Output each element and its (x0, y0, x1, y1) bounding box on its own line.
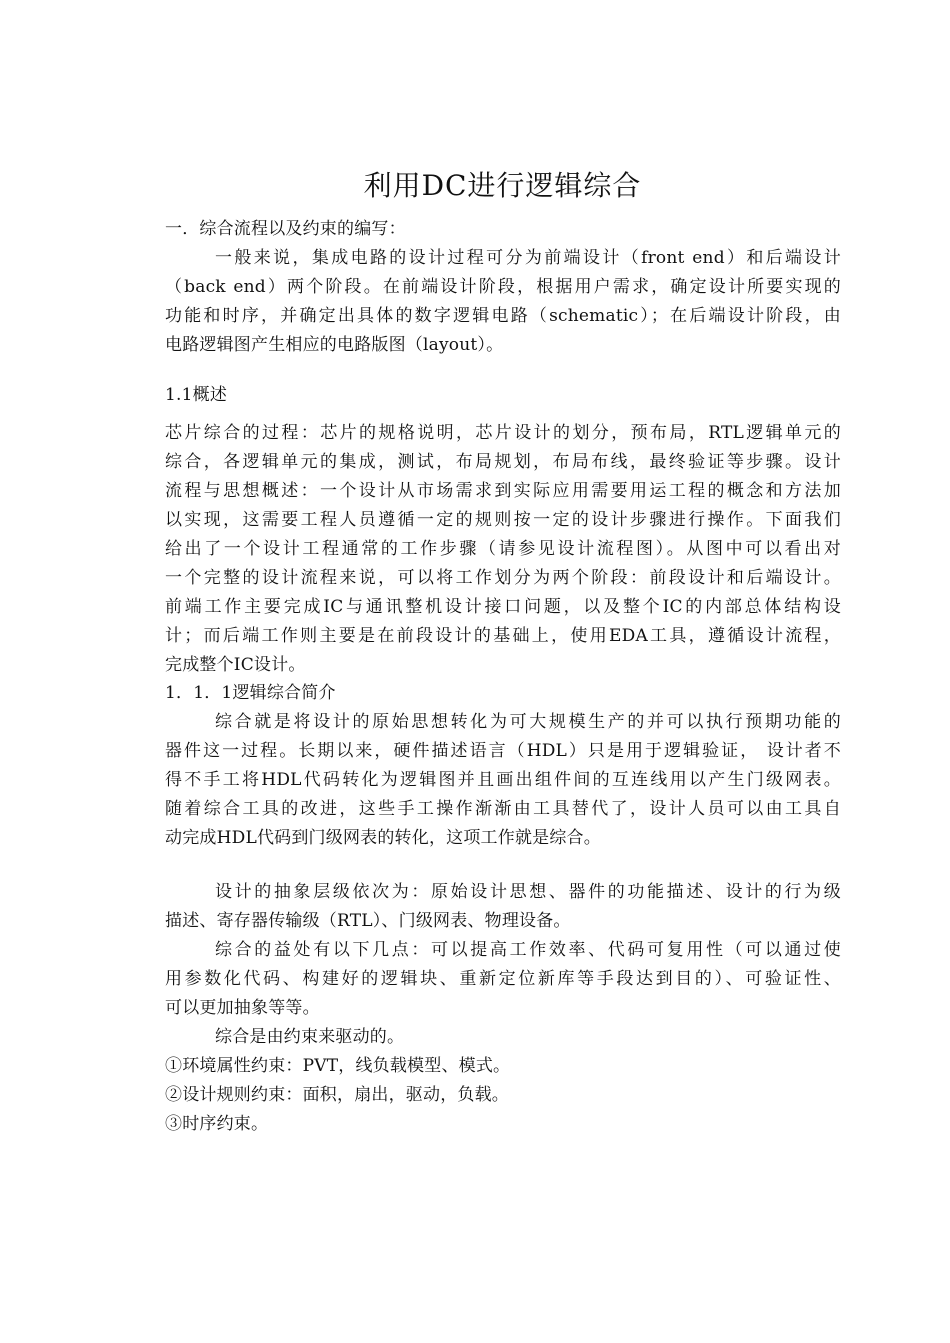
paragraph-line: 器件这一过程。长期以来，硬件描述语言（HDL）只是用于逻辑验证， 设计者不 (165, 741, 841, 761)
paragraph-line: 给出了一个设计工程通常的工作步骤（请参见设计流程图）。从图中可以看出对 (165, 539, 841, 559)
paragraph-line: 综合，各逻辑单元的集成，测试，布局规划，布局布线，最终验证等步骤。设计 (165, 452, 841, 472)
paragraph-line: 一般来说，集成电路的设计过程可分为前端设计（front end）和后端设计 (215, 248, 841, 268)
paragraph-line: 完成整个IC设计。 (165, 655, 306, 675)
paragraph-line: 前端工作主要完成IC与通讯整机设计接口问题，以及整个IC的内部总体结构设 (165, 597, 841, 617)
paragraph-line: 芯片综合的过程：芯片的规格说明，芯片设计的划分，预布局，RTL逻辑单元的 (165, 423, 841, 443)
paragraph-line: 随着综合工具的改进，这些手工操作渐渐由工具替代了，设计人员可以由工具自 (165, 799, 841, 819)
list-item: ①环境属性约束：PVT，线负载模型、模式。 (165, 1056, 511, 1076)
list-item: ③时序约束。 (165, 1114, 269, 1134)
paragraph-line: 用参数化代码、构建好的逻辑块、重新定位新库等手段达到目的）、可验证性、 (165, 969, 841, 989)
subsection-heading: 1.1概述 (165, 385, 228, 405)
paragraph-line: 综合是由约束来驱动的。 (215, 1027, 405, 1047)
paragraph-line: 流程与思想概述：一个设计从市场需求到实际应用需要用运工程的概念和方法加 (165, 481, 841, 501)
list-item: ②设计规则约束：面积，扇出，驱动，负载。 (165, 1085, 509, 1105)
document-title: 利用DC进行逻辑综合 (363, 169, 642, 202)
paragraph-line: 动完成HDL代码到门级网表的转化，这项工作就是综合。 (165, 828, 601, 848)
paragraph-line: （back end）两个阶段。在前端设计阶段，根据用户需求，确定设计所要实现的 (165, 277, 841, 297)
paragraph-line: 电路逻辑图产生相应的电路版图（layout）。 (165, 335, 504, 355)
paragraph-line: 以实现，这需要工程人员遵循一定的规则按一定的设计步骤进行操作。下面我们 (165, 510, 841, 530)
paragraph-line: 计；而后端工作则主要是在前段设计的基础上，使用EDA工具，遵循设计流程， (165, 626, 841, 646)
paragraph-line: 得不手工将HDL代码转化为逻辑图并且画出组件间的互连线用以产生门级网表。 (165, 770, 841, 790)
section-heading: 一．综合流程以及约束的编写： (165, 219, 406, 239)
paragraph-line: 综合的益处有以下几点：可以提高工作效率、代码可复用性（可以通过使 (215, 940, 841, 960)
paragraph-line: 功能和时序，并确定出具体的数字逻辑电路（schematic）；在后端设计阶段，由 (165, 306, 841, 326)
paragraph-line: 综合就是将设计的原始思想转化为可大规模生产的并可以执行预期功能的 (215, 712, 841, 732)
paragraph-line: 描述、寄存器传输级（RTL）、门级网表、物理设备。 (165, 911, 571, 931)
paragraph-line: 设计的抽象层级依次为：原始设计思想、器件的功能描述、设计的行为级 (215, 882, 841, 902)
subsection-heading: 1．1．1逻辑综合简介 (165, 683, 336, 703)
paragraph-line: 可以更加抽象等等。 (165, 998, 320, 1018)
paragraph-line: 一个完整的设计流程来说，可以将工作划分为两个阶段：前段设计和后端设计。 (165, 568, 841, 588)
